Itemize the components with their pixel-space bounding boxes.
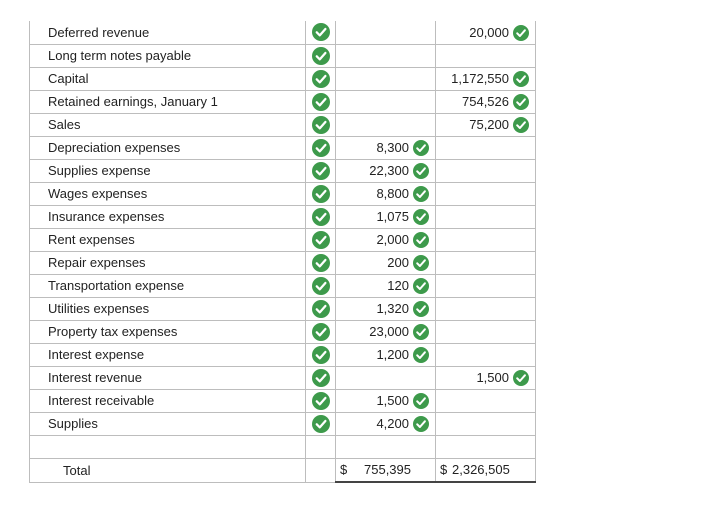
- credit-cell[interactable]: [436, 159, 536, 182]
- table-row: [30, 44, 536, 67]
- check-icon: [413, 255, 429, 271]
- credit-cell[interactable]: [436, 343, 536, 366]
- check-icon: [312, 231, 330, 249]
- table-row: [30, 412, 536, 435]
- account-check-cell: [306, 228, 336, 251]
- debit-cell[interactable]: [336, 412, 436, 435]
- table-row: [30, 343, 536, 366]
- account-check-cell: [306, 274, 336, 297]
- debit-cell[interactable]: [336, 366, 436, 389]
- credit-cell[interactable]: [436, 297, 536, 320]
- debit-value: 4,200: [376, 416, 409, 432]
- check-icon: [413, 301, 429, 317]
- table-row: [30, 113, 536, 136]
- total-debit-currency: $: [340, 462, 348, 478]
- debit-value: 1,200: [376, 347, 409, 363]
- account-name: Wages expenses: [30, 182, 306, 205]
- debit-value: 1,320: [376, 301, 409, 317]
- table-row: [30, 90, 536, 113]
- account-name: Interest receivable: [30, 389, 306, 412]
- check-icon: [312, 116, 330, 134]
- credit-cell[interactable]: [436, 67, 536, 90]
- account-name: Interest expense: [30, 343, 306, 366]
- blank-account-cell: [30, 435, 306, 458]
- total-spacer: [306, 458, 336, 482]
- account-name: Retained earnings, January 1: [30, 90, 306, 113]
- account-check-cell: [306, 366, 336, 389]
- account-check-cell: [306, 412, 336, 435]
- credit-cell[interactable]: [436, 44, 536, 67]
- debit-value: 200: [387, 255, 409, 271]
- account-name: Capital: [30, 67, 306, 90]
- debit-cell[interactable]: [336, 90, 436, 113]
- table-row: [30, 366, 536, 389]
- check-icon: [413, 347, 429, 363]
- total-debit-value: 755,395: [364, 462, 411, 478]
- debit-value: 2,000: [376, 232, 409, 248]
- check-icon: [513, 94, 529, 110]
- debit-cell[interactable]: [336, 320, 436, 343]
- blank-credit-cell[interactable]: [436, 435, 536, 458]
- check-icon: [312, 415, 330, 433]
- debit-cell[interactable]: [336, 159, 436, 182]
- trial-balance-rows: [30, 21, 536, 435]
- credit-cell[interactable]: [436, 205, 536, 228]
- table-row: [30, 389, 536, 412]
- check-icon: [413, 324, 429, 340]
- table-row: [30, 274, 536, 297]
- account-check-cell: [306, 251, 336, 274]
- debit-value: 23,000: [369, 324, 409, 340]
- credit-cell[interactable]: [436, 136, 536, 159]
- debit-cell[interactable]: [336, 44, 436, 67]
- debit-cell[interactable]: [336, 228, 436, 251]
- account-check-cell: [306, 21, 336, 44]
- credit-value: 754,526: [462, 94, 509, 110]
- account-name: Insurance expenses: [30, 205, 306, 228]
- debit-value: 1,500: [376, 393, 409, 409]
- check-icon: [312, 323, 330, 341]
- account-name: Long term notes payable: [30, 44, 306, 67]
- debit-cell[interactable]: [336, 67, 436, 90]
- debit-cell[interactable]: [336, 343, 436, 366]
- check-icon: [413, 416, 429, 432]
- check-icon: [312, 277, 330, 295]
- check-icon: [413, 140, 429, 156]
- check-icon: [413, 186, 429, 202]
- account-check-cell: [306, 297, 336, 320]
- account-check-cell: [306, 44, 336, 67]
- credit-cell[interactable]: [436, 90, 536, 113]
- account-name: Repair expenses: [30, 251, 306, 274]
- credit-cell[interactable]: [436, 251, 536, 274]
- check-icon: [312, 93, 330, 111]
- debit-cell[interactable]: [336, 136, 436, 159]
- credit-cell[interactable]: [436, 113, 536, 136]
- account-check-cell: [306, 113, 336, 136]
- debit-value: 22,300: [369, 163, 409, 179]
- account-name: Utilities expenses: [30, 297, 306, 320]
- credit-value: 1,500: [476, 370, 509, 386]
- credit-cell[interactable]: [436, 320, 536, 343]
- debit-cell[interactable]: [336, 182, 436, 205]
- check-icon: [312, 23, 330, 41]
- total-credit-value: 2,326,505: [452, 462, 510, 478]
- account-name: Interest revenue: [30, 366, 306, 389]
- check-icon: [312, 139, 330, 157]
- debit-value: 120: [387, 278, 409, 294]
- credit-cell[interactable]: [436, 412, 536, 435]
- check-icon: [312, 208, 330, 226]
- account-check-cell: [306, 159, 336, 182]
- table-row: [30, 159, 536, 182]
- check-icon: [312, 254, 330, 272]
- account-name: Supplies: [30, 412, 306, 435]
- debit-cell[interactable]: [336, 205, 436, 228]
- check-icon: [312, 70, 330, 88]
- debit-cell[interactable]: [336, 251, 436, 274]
- account-name: Sales: [30, 113, 306, 136]
- debit-value: 8,800: [376, 186, 409, 202]
- table-row: [30, 67, 536, 90]
- check-icon: [413, 163, 429, 179]
- account-check-cell: [306, 389, 336, 412]
- check-icon: [513, 370, 529, 386]
- credit-value: 1,172,550: [451, 71, 509, 87]
- check-icon: [312, 346, 330, 364]
- credit-value: 75,200: [469, 117, 509, 133]
- account-check-cell: [306, 182, 336, 205]
- account-name: Depreciation expenses: [30, 136, 306, 159]
- debit-cell[interactable]: [336, 21, 436, 44]
- check-icon: [513, 117, 529, 133]
- table-row: [30, 136, 536, 159]
- account-name: Rent expenses: [30, 228, 306, 251]
- account-check-cell: [306, 67, 336, 90]
- table-row: [30, 297, 536, 320]
- check-icon: [513, 25, 529, 41]
- debit-cell[interactable]: [336, 297, 436, 320]
- debit-cell[interactable]: [336, 113, 436, 136]
- trial-balance-table: [29, 21, 536, 483]
- debit-value: 1,075: [376, 209, 409, 225]
- check-icon: [312, 185, 330, 203]
- total-row: [30, 458, 536, 482]
- total-credit-cell[interactable]: [436, 458, 536, 482]
- table-row: [30, 320, 536, 343]
- account-name: Supplies expense: [30, 159, 306, 182]
- debit-value: 8,300: [376, 140, 409, 156]
- check-icon: [312, 47, 330, 65]
- account-check-cell: [306, 205, 336, 228]
- table-row: [30, 251, 536, 274]
- credit-cell[interactable]: [436, 182, 536, 205]
- table-row: [30, 205, 536, 228]
- total-debit-cell[interactable]: [336, 458, 436, 482]
- account-check-cell: [306, 136, 336, 159]
- credit-value: 20,000: [469, 25, 509, 41]
- total-credit-currency: $: [440, 462, 448, 478]
- table-row: [30, 228, 536, 251]
- credit-cell[interactable]: [436, 366, 536, 389]
- account-check-cell: [306, 90, 336, 113]
- credit-cell[interactable]: [436, 274, 536, 297]
- check-icon: [413, 209, 429, 225]
- credit-cell[interactable]: [436, 389, 536, 412]
- account-check-cell: [306, 320, 336, 343]
- account-name: Property tax expenses: [30, 320, 306, 343]
- check-icon: [413, 278, 429, 294]
- check-icon: [312, 162, 330, 180]
- check-icon: [312, 392, 330, 410]
- credit-cell[interactable]: [436, 228, 536, 251]
- check-icon: [312, 369, 330, 387]
- credit-cell[interactable]: [436, 21, 536, 44]
- blank-row: [30, 435, 536, 458]
- table-row: [30, 21, 536, 44]
- total-label: Total: [30, 458, 306, 482]
- account-check-cell: [306, 343, 336, 366]
- account-name: Deferred revenue: [30, 21, 306, 44]
- table-row: [30, 182, 536, 205]
- check-icon: [413, 393, 429, 409]
- debit-cell[interactable]: [336, 274, 436, 297]
- debit-cell[interactable]: [336, 389, 436, 412]
- check-icon: [312, 300, 330, 318]
- blank-check-cell: [306, 435, 336, 458]
- account-name: Transportation expense: [30, 274, 306, 297]
- blank-debit-cell[interactable]: [336, 435, 436, 458]
- check-icon: [413, 232, 429, 248]
- check-icon: [513, 71, 529, 87]
